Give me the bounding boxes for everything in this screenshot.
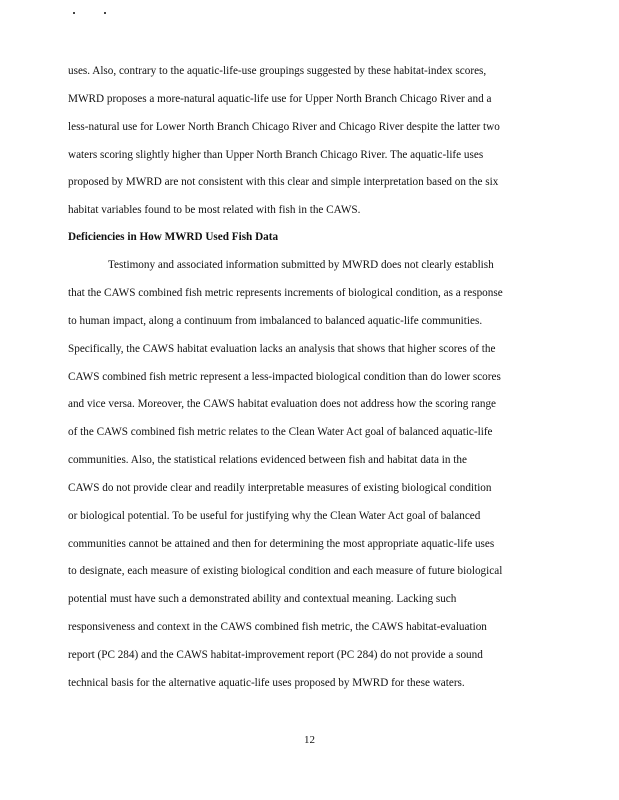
paragraph-line: to human impact, along a continuum from imbalanced to balanced aquatic-life communities. [68,315,483,327]
paragraph-line: MWRD proposes a more-natural aquatic-life use for Upper North Branch Chicago River and a [68,93,492,105]
paragraph-line: waters scoring slightly higher than Upper North Branch Chicago River. The aquatic-life uses [68,149,484,161]
paragraph-line: technical basis for the alternative aquatic-life uses proposed by MWRD for these waters. [68,677,465,689]
paragraph-line: responsiveness and context in the CAWS combined fish metric, the CAWS habitat-evaluation [68,621,487,633]
paragraph-line: to designate, each measure of existing biological condition and each measure of future biological [68,565,503,577]
paragraph-line: Testimony and associated information submitted by MWRD does not clearly establish [108,259,494,271]
paragraph-line: communities cannot be attained and then for determining the most appropriate aquatic-life uses [68,538,495,550]
section-heading: Deficiencies in How MWRD Used Fish Data [68,231,279,243]
paragraph-line: CAWS do not provide clear and readily interpretable measures of existing biological condition [68,482,492,494]
paragraph-line: that the CAWS combined fish metric represents increments of biological condition, as a response [68,287,503,299]
paragraph-line: potential must have such a demonstrated ability and contextual meaning. Lacking such [68,593,457,605]
paragraph-line: uses. Also, contrary to the aquatic-life-use groupings suggested by these habitat-index scores, [68,65,487,77]
paragraph-line: or biological potential. To be useful for justifying why the Clean Water Act goal of balanced [68,510,481,522]
paragraph-line: proposed by MWRD are not consistent with this clear and simple interpretation based on the six [68,176,499,188]
paragraph-line: and vice versa. Moreover, the CAWS habitat evaluation does not address how the scoring range [68,398,497,410]
scan-mark [73,12,75,14]
paragraph-line: communities. Also, the statistical relations evidenced between fish and habitat data in the [68,454,467,466]
scan-mark [104,12,106,14]
page-number: 12 [304,734,315,746]
paragraph-line: report (PC 284) and the CAWS habitat-improvement report (PC 284) do not provide a sound [68,649,483,661]
paragraph-line: CAWS combined fish metric represent a less-impacted biological condition than do lower scores [68,371,501,383]
paragraph-line: Specifically, the CAWS habitat evaluation lacks an analysis that shows that higher scores of the [68,343,496,355]
paragraph-line: less-natural use for Lower North Branch Chicago River and Chicago River despite the latter two [68,121,500,133]
paragraph-line: of the CAWS combined fish metric relates to the Clean Water Act goal of balanced aquatic-life [68,426,493,438]
paragraph-line: habitat variables found to be most related with fish in the CAWS. [68,204,361,216]
